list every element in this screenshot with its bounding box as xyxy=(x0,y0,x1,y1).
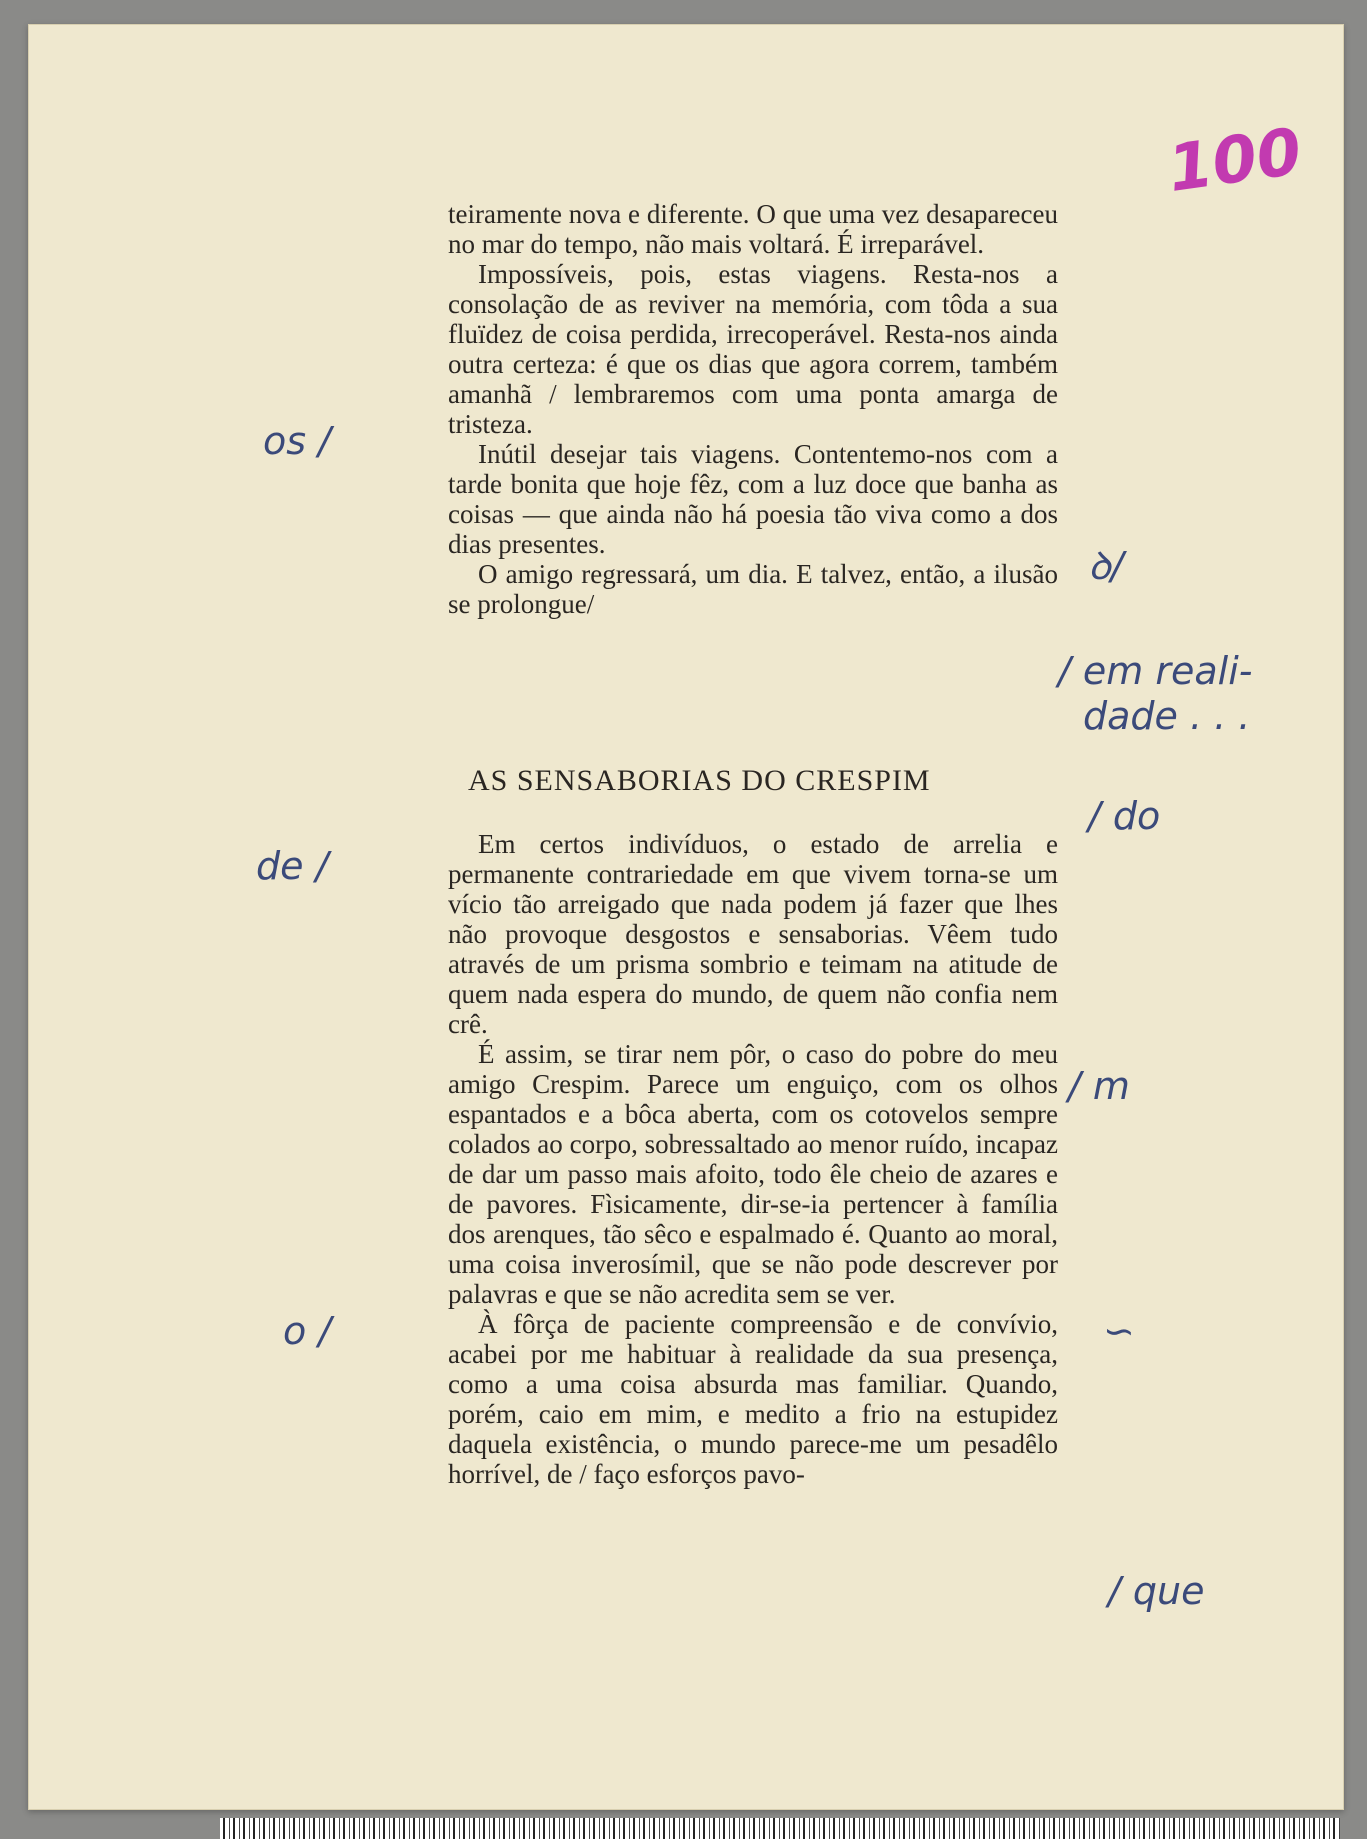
margin-note-right: dade . . . xyxy=(1083,694,1251,738)
margin-note-right: ꝺ/ xyxy=(1088,544,1124,588)
margin-note-left: de / xyxy=(256,844,329,888)
paragraph: Em certos indivíduos, o estado de arrelia e permanente contrariedade em que vivem torna-se um vício tão arreigado que nada podem já fazer que lhes não provoque desgostos e sensaborias. Vêem tudo através de um prisma sombrio e teimam na atitude de quem nada espera do mundo, de quem não confia nem crê. xyxy=(448,829,1058,1039)
text-block-bottom xyxy=(448,829,1058,1489)
scan-ruler xyxy=(220,1818,1340,1839)
section-heading: AS SENSABORIAS DO CRESPIM xyxy=(468,764,931,797)
margin-note-right: ∽ xyxy=(1103,1309,1135,1353)
margin-note-left: o / xyxy=(283,1309,332,1353)
margin-note-left: os / xyxy=(263,419,331,463)
paragraph: É assim, se tirar nem pôr, o caso do pobre do meu amigo Crespim. Parece um enguiço, com os olhos espantados e a bôca aberta, com os cotovelos sempre colados ao corpo, sobressaltado ao menor ruído, incapaz de dar um passo mais afoito, todo êle cheio de azares e de pavores. Fìsicamente, dir-se-ia pertencer à família dos arenques, tão sêco e espalmado é. Quanto ao moral, uma coisa inverosímil, que se não pode descrever por palavras e que se não acredita sem se ver. xyxy=(448,1039,1058,1309)
paragraph: Inútil desejar tais viagens. Contentemo-nos com a tarde bonita que hoje fêz, com a luz doce que banha as coisas — que ainda não há poesia tão viva como a dos dias presentes. xyxy=(448,439,1058,559)
text-block-top xyxy=(448,199,1058,619)
paragraph: Impossíveis, pois, estas viagens. Resta-nos a consolação de as reviver na memória, com tôda a sua fluïdez de coisa perdida, irrecoperável. Resta-nos ainda outra certeza: é que os dias que agora correm, também amanhã / lembraremos com uma ponta amarga de tristeza. xyxy=(448,259,1058,439)
margin-note-right: / do xyxy=(1088,794,1161,838)
margin-note-right: / em reali- xyxy=(1058,649,1253,693)
paragraph: O amigo regressará, um dia. E talvez, então, a ilusão se prolongue/ xyxy=(448,559,1058,619)
margin-note-right: / que xyxy=(1108,1569,1205,1613)
margin-note-right: / m xyxy=(1068,1064,1130,1108)
paragraph: teiramente nova e diferente. O que uma vez desapareceu no mar do tempo, não mais voltará. É irreparável. xyxy=(448,199,1058,259)
page-number: 100 xyxy=(1163,115,1307,207)
paragraph: À fôrça de paciente compreensão e de convívio, acabei por me habituar à realidade da sua presença, como a uma coisa absurda mas familiar. Quando, porém, caio em mim, e medito a frio na estupidez daquela existência, o mundo parece-me um pesadêlo horrível, de / faço esforços pavo- xyxy=(448,1309,1058,1489)
document-page xyxy=(28,24,1344,1810)
